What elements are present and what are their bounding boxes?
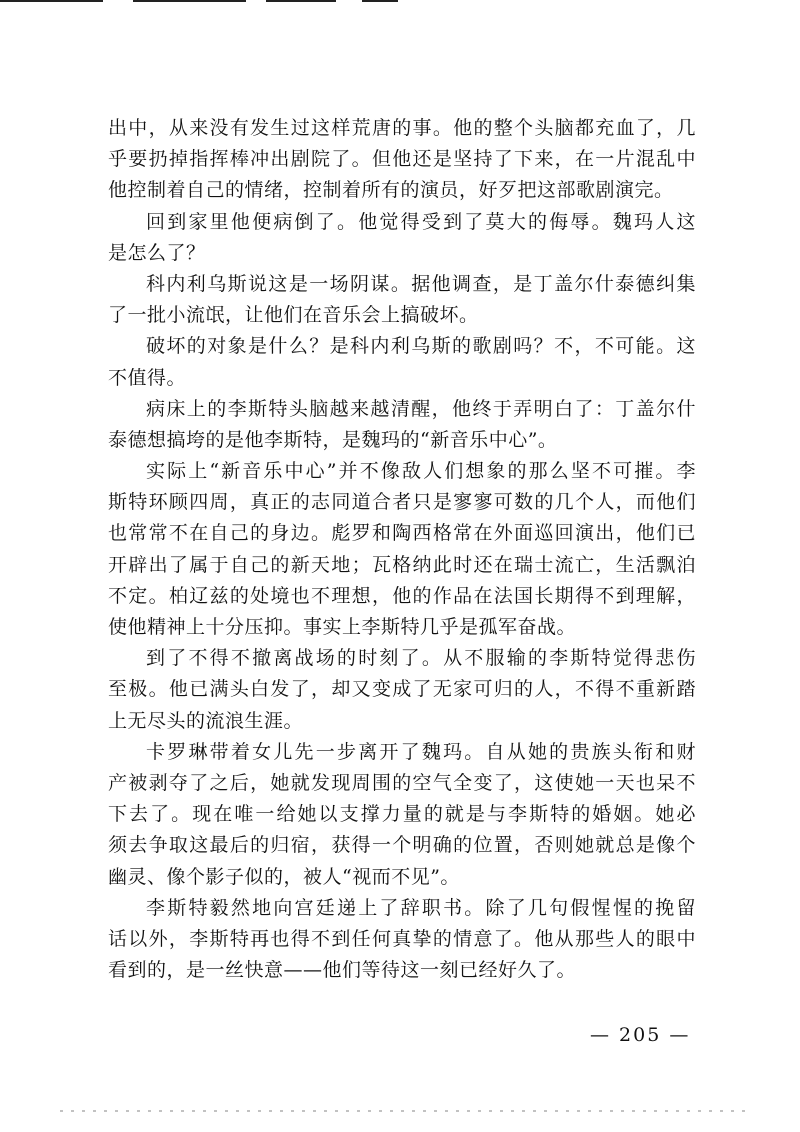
text-line: 下去了。现在唯一给她以支撑力量的就是与李斯特的婚姻。她必 <box>108 803 696 826</box>
text-line: 话以外，李斯特再也得不到任何真挚的情意了。他从那些人的眼中 <box>108 927 696 950</box>
text-line: 回到家里他便病倒了。他觉得受到了莫大的侮辱。魏玛人这 <box>146 210 696 233</box>
text-line: 须去争取这最后的归宿，获得一个明确的位置，否则她就总是像个 <box>108 834 696 857</box>
text-line: 至极。他已满头白发了，却又变成了无家可归的人，不得不重新踏 <box>108 678 696 701</box>
text-line: 开辟出了属于自己的新天地；瓦格纳此时还在瑞士流亡，生活飘泊 <box>108 553 696 576</box>
text-line: 是怎么了？ <box>108 241 206 264</box>
scan-noise-line <box>60 1110 750 1112</box>
page-number: — 205 — <box>590 1024 691 1046</box>
text-line: 看到的，是一丝快意——他们等待这一刻已经好久了。 <box>108 959 577 982</box>
text-line: 斯特环顾四周，真正的志同道合者只是寥寥可数的几个人，而他们 <box>108 491 696 514</box>
text-line: 泰德想搞垮的是他李斯特，是魏玛的“新音乐中心”。 <box>108 428 558 451</box>
text-line: 卡罗琳带着女儿先一步离开了魏玛。自从她的贵族头衔和财 <box>146 740 696 763</box>
text-line: 了一批小流氓，让他们在音乐会上搞破坏。 <box>108 304 479 327</box>
text-line: 使他精神上十分压抑。事实上李斯特几乎是孤军奋战。 <box>108 616 577 638</box>
top-rule-segment <box>0 0 103 2</box>
top-rule-segment <box>133 0 246 2</box>
text-line: 他控制着自己的情绪，控制着所有的演员，好歹把这部歌剧演完。 <box>108 179 674 202</box>
text-line: 李斯特毅然地向宫廷递上了辞职书。除了几句假惺惺的挽留 <box>146 896 696 919</box>
text-line: 破坏的对象是什么？是科内利乌斯的歌剧吗？不，不可能。这 <box>146 335 696 358</box>
text-line: 病床上的李斯特头脑越来越清醒，他终于弄明白了：丁盖尔什 <box>146 397 696 420</box>
text-line: 上无尽头的流浪生涯。 <box>108 709 304 732</box>
text-line: 也常常不在自己的身边。彪罗和陶西格常在外面巡回演出，他们已 <box>108 522 696 545</box>
page-body-text <box>108 113 696 986</box>
text-line: 不值得。 <box>108 366 187 389</box>
top-rule-segment <box>362 0 398 2</box>
text-line: 科内利乌斯说这是一场阴谋。据他调查，是丁盖尔什泰德纠集 <box>146 272 696 295</box>
text-line: 到了不得不撤离战场的时刻了。从不服输的李斯特觉得悲伤 <box>146 647 696 670</box>
text-line: 幽灵、像个影子似的，被人“视而不见”。 <box>108 865 460 888</box>
text-line: 产被剥夺了之后，她就发现周围的空气全变了，这使她一天也呆不 <box>108 771 696 794</box>
text-line: 乎要扔掉指挥棒冲出剧院了。但他还是坚持了下来，在一片混乱中 <box>108 148 696 171</box>
text-line: 不定。柏辽兹的处境也不理想，他的作品在法国长期得不到理解， <box>108 584 696 607</box>
text-line: 出中，从来没有发生过这样荒唐的事。他的整个头脑都充血了，几 <box>108 117 696 139</box>
top-rule-segment <box>266 0 336 2</box>
text-line: 实际上“新音乐中心”并不像敌人们想象的那么坚不可摧。李 <box>146 460 696 483</box>
